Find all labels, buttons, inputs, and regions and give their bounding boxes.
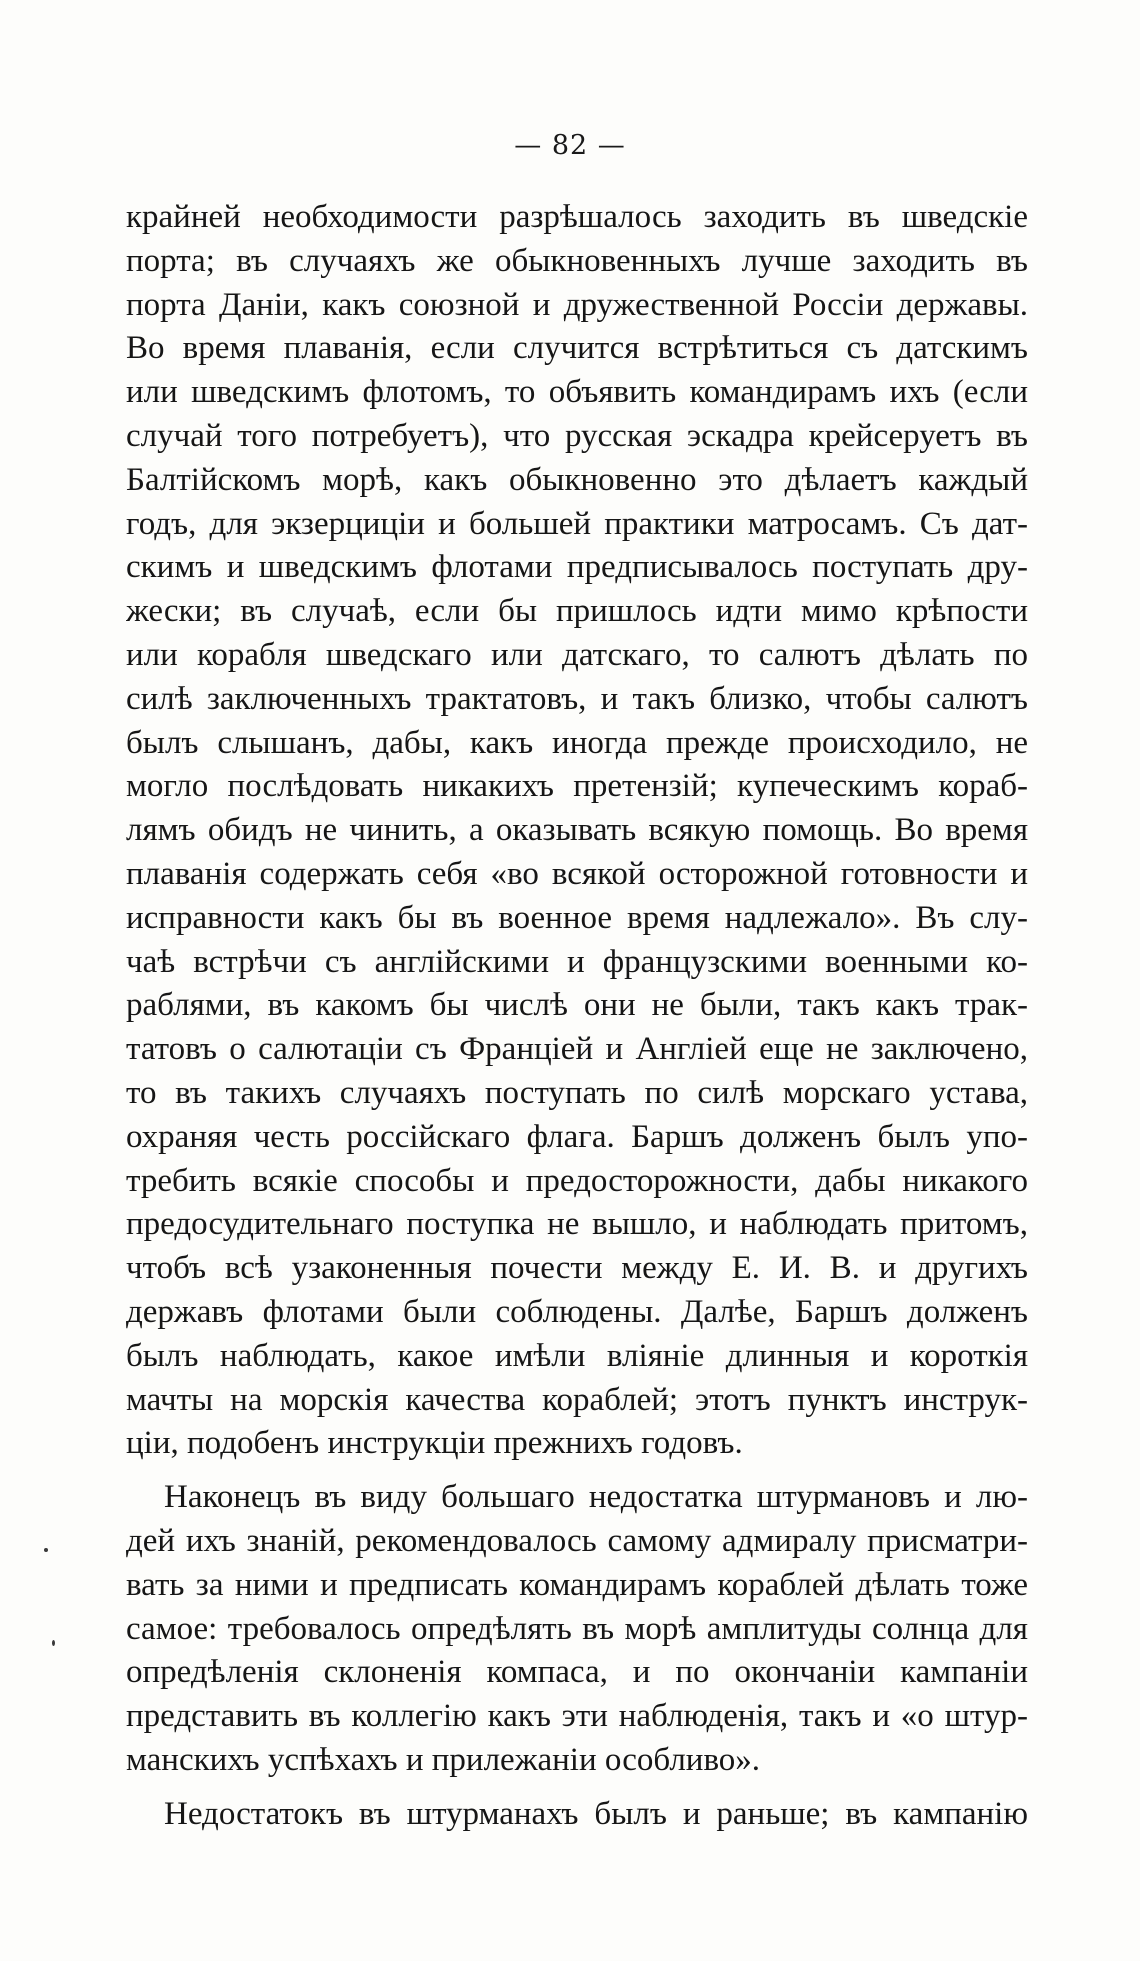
body-text: [126, 196, 1028, 1836]
text-line: чаѣ встрѣчи съ англійскими и французскими военными ко-: [126, 943, 1028, 980]
margin-speck: [44, 1548, 48, 1552]
text-line: то въ такихъ случаяхъ поступать по силѣ морскаго устава,: [126, 1074, 1028, 1111]
text-line: Наконецъ въ виду большаго недостатка штурмановъ и лю-: [164, 1479, 1028, 1516]
text-line: порта Даніи, какъ союзной и дружественной Россіи державы.: [126, 286, 1028, 323]
text-line: татовъ о салютаціи съ Франціей и Англіей еще не заключено,: [126, 1031, 1028, 1068]
paragraph-gap: [126, 1783, 1028, 1793]
text-line: или шведскимъ флотомъ, то объявить командирамъ ихъ (если: [126, 374, 1028, 411]
text-line: былъ наблюдать, какое имѣли вліяніе длинныя и короткія: [126, 1337, 1028, 1374]
text-line: вать за ними и предписать командирамъ кораблей дѣлать тоже: [126, 1566, 1028, 1603]
text-line: Во время плаванія, если случится встрѣтиться съ датскимъ: [126, 330, 1028, 367]
text-line: предосудительнаго поступка не вышло, и наблюдать притомъ,: [126, 1206, 1028, 1243]
text-line: манскихъ успѣхахъ и прилежаніи особливо».: [126, 1741, 761, 1778]
text-line: годъ, для экзерциціи и большей практики матросамъ. Съ дат-: [126, 505, 1028, 542]
text-line: опредѣленія склоненія компаса, и по окончаніи кампаніи: [126, 1654, 1028, 1691]
text-line: крайней необходимости разрѣшалось заходить въ шведскіе: [126, 199, 1028, 235]
text-line: державъ флотами были соблюдены. Далѣе, Баршъ долженъ: [126, 1293, 1028, 1330]
paragraph-gap: [126, 1466, 1028, 1476]
text-line: или корабля шведскаго или датскаго, то салютъ дѣлать по: [126, 636, 1028, 673]
text-line: Недостатокъ въ штурманахъ былъ и раньше; въ кампанію: [164, 1795, 1028, 1832]
text-line: плаванія содержать себя «во всякой осторожной готовности и: [126, 855, 1028, 892]
paragraph-2: [126, 1476, 1028, 1783]
text-line: скимъ и шведскимъ флотами предписывалось поступать дру-: [126, 549, 1028, 586]
text-line: жески; въ случаѣ, если бы пришлось идти мимо крѣпости: [126, 593, 1028, 630]
text-line: Балтійскомъ морѣ, какъ обыкновенно это дѣлаетъ каждый: [126, 461, 1028, 498]
text-line: представить въ коллегію какъ эти наблюденія, такъ и «о штур-: [126, 1698, 1028, 1735]
text-line: мачты на морскія качества кораблей; этотъ пунктъ инструк-: [126, 1381, 1028, 1418]
text-line: раблями, въ какомъ бы числѣ они не были, такъ какъ трак-: [126, 987, 1028, 1024]
text-line: дей ихъ знаній, рекомендовалось самому адмиралу присматри-: [126, 1522, 1028, 1559]
text-line: охраняя честь россійскаго флага. Баршъ долженъ былъ упо-: [126, 1118, 1028, 1155]
page-number: — 82 —: [514, 130, 626, 161]
paragraph-1: [126, 196, 1028, 1466]
margin-speck: [52, 1640, 55, 1646]
text-line: случай того потребуетъ), что русская эскадра крейсеруетъ въ: [126, 417, 1028, 454]
text-line: силѣ заключенныхъ трактатовъ, и такъ близко, чтобы салютъ: [126, 680, 1028, 717]
text-line: самое: требовалось опредѣлять въ морѣ амплитуды солнца для: [126, 1610, 1028, 1647]
text-line: былъ слышанъ, дабы, какъ иногда прежде происходило, не: [126, 724, 1028, 761]
text-line: чтобъ всѣ узаконенныя почести между Е. И. В. и другихъ: [126, 1250, 1028, 1287]
text-line: требить всякіе способы и предосторожности, дабы никакого: [126, 1162, 1028, 1199]
text-line: порта; въ случаяхъ же обыкновенныхъ лучше заходить въ: [126, 242, 1028, 279]
paragraph-3: [126, 1793, 1028, 1837]
text-line: исправности какъ бы въ военное время надлежало». Въ слу-: [126, 899, 1028, 936]
text-line: могло послѣдовать никакихъ претензій; купеческимъ кораб-: [126, 768, 1028, 805]
text-line: ціи, подобенъ инструкціи прежнихъ годовъ.: [126, 1425, 743, 1462]
text-line: лямъ обидъ не чинить, а оказывать всякую помощь. Во время: [126, 812, 1028, 849]
